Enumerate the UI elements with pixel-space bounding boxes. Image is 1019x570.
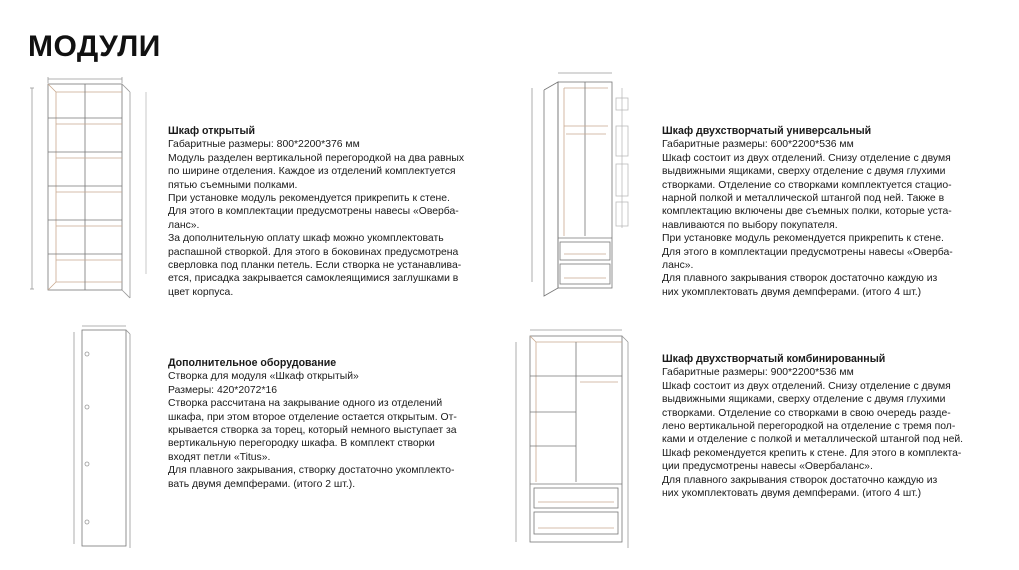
module-text-line: распашной створкой. Для этого в боковинах предусмотрена: [168, 246, 459, 258]
module-text-line: них укомплектовать двумя демпферами. (итого 4 шт.): [662, 286, 922, 298]
module-text-line: пятью съемными полками.: [168, 179, 298, 191]
module-text-line: входят петли «Titus».: [168, 451, 271, 463]
module-text-line: створками. Отделение со створками в свою очередь разде-: [662, 407, 951, 419]
door-panel-drawing: [60, 320, 140, 550]
module-text-line: ланс».: [168, 219, 200, 231]
module-text-line: Шкаф рекомендуется крепить к стене. Для этого в комплекта-: [662, 447, 962, 459]
module-text-line: Шкаф состоит из двух отделений. Снизу отделение с двумя: [662, 380, 951, 392]
module-text-line: Габаритные размеры: 900*2200*536 мм: [662, 367, 854, 379]
open-cabinet-drawing: [22, 74, 156, 300]
page-title: МОДУЛИ: [28, 30, 161, 63]
module-text-line: Створка для модуля «Шкаф открытый»: [168, 371, 359, 383]
module-text-line: Модуль разделен вертикальной перегородкой на два равных: [168, 152, 465, 164]
module-title: Дополнительное оборудование: [168, 357, 337, 369]
module-title: Шкаф двухстворчатый универсальный: [662, 125, 872, 137]
module-combined-cabinet: [662, 353, 976, 500]
module-text-line: вертикальную перегородку шкафа. В комплект створки: [168, 438, 435, 450]
module-extra-equipment: [168, 357, 482, 491]
module-text-line: Для плавного закрывания, створку достаточно укомплекто-: [168, 465, 455, 477]
module-text-line: створками. Отделение со створками комплектуется стацио-: [662, 179, 952, 191]
module-title: Шкаф открытый: [168, 125, 256, 137]
module-text-line: них укомплектовать двумя демпферами. (итого 4 шт.): [662, 488, 922, 500]
combined-cabinet-drawing: [506, 324, 636, 554]
module-text-line: выдвижными ящиками, сверху отделение с двумя глухими: [662, 166, 946, 178]
module-text-line: Для плавного закрывания створок достаточно каждую из: [662, 273, 938, 285]
module-text-line: цвет корпуса.: [168, 286, 234, 298]
module-text-line: ками и отделение с полкой и металлической штангой под ней.: [662, 434, 964, 446]
module-text-line: шкафа, при этом второе отделение остается открытым. От-: [168, 411, 457, 423]
module-text-line: по ширине отделения. Каждое из отделений комплектуется: [168, 166, 456, 178]
module-text-line: крывается створка за торец, который немного выступает за: [168, 425, 457, 437]
module-text-line: Шкаф состоит из двух отделений. Снизу отделение с двумя: [662, 152, 951, 164]
module-text-line: навливаются по выбору покупателя.: [662, 219, 838, 231]
module-text-line: Для этого в комплектации предусмотрены навесы «Оверба-: [662, 246, 953, 258]
module-text-line: вать двумя демпферами. (итого 2 шт.).: [168, 478, 356, 490]
module-text-line: сверловка под планки петель. Если створка не устанавлива-: [168, 260, 462, 272]
module-text-line: Для плавного закрывания створок достаточно каждую из: [662, 474, 938, 486]
module-text-line: Для этого в комплектации предусмотрены навесы «Оверба-: [168, 206, 459, 218]
module-text-line: нарной полкой и металлической штангой под ней. Также в: [662, 193, 945, 205]
module-universal-cabinet: [662, 125, 976, 299]
module-text-line: лено вертикальной перегородкой на отделение с тремя пол-: [662, 421, 956, 433]
module-text-line: выдвижными ящиками, сверху отделение с двумя глухими: [662, 394, 946, 406]
module-text-line: При установке модуль рекомендуется прикрепить к стене.: [168, 193, 450, 205]
module-text-line: Габаритные размеры: 800*2200*376 мм: [168, 139, 360, 151]
universal-cabinet-drawing: [520, 68, 640, 298]
module-text-line: ции предусмотрены навесы «Овербаланс».: [662, 461, 873, 473]
module-text-line: За дополнительную оплату шкаф можно укомплектовать: [168, 233, 444, 245]
module-title: Шкаф двухстворчатый комбинированный: [662, 353, 886, 365]
module-text-line: Размеры: 420*2072*16: [168, 384, 278, 396]
module-text-line: Габаритные размеры: 600*2200*536 мм: [662, 139, 854, 151]
module-text-line: комплектацию включены две съемных полки, которые уста-: [662, 206, 952, 218]
module-text-line: Створка рассчитана на закрывание одного из отделений: [168, 398, 443, 410]
module-text-line: ется, присадка закрывается самоклеящимися заглушками в: [168, 273, 459, 285]
module-text-line: При установке модуль рекомендуется прикрепить к стене.: [662, 233, 944, 245]
module-open-cabinet: [168, 125, 482, 299]
module-text-line: ланс».: [662, 260, 694, 272]
